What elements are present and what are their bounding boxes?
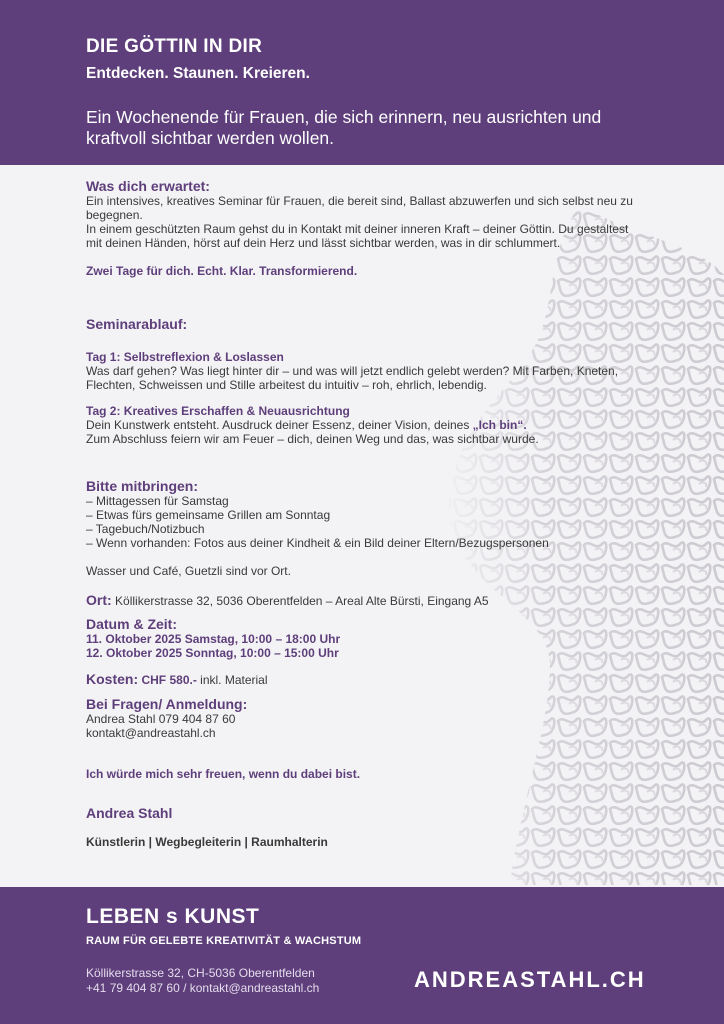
date-line-1: 11. Oktober 2025 Samstag, 10:00 – 18:00 Uhr bbox=[86, 632, 341, 646]
day1-text: Was darf gehen? Was liegt hinter dir – und was will jetzt endlich gelebt werden? Mit Farben, Kneten, Flechten, Schweissen und Stille arbeitest du intuitiv – roh, ehrlich, lebendig. bbox=[86, 364, 619, 392]
bring-item: – Wenn vorhanden: Fotos aus deiner Kindheit & ein Bild deiner Eltern/Bezugspersonen bbox=[86, 536, 549, 550]
closing-message: Ich würde mich sehr freuen, wenn du dabei bist. bbox=[86, 767, 361, 781]
header-band bbox=[0, 0, 724, 165]
dates-section bbox=[86, 616, 646, 660]
expect-paragraph-2: In einem geschützten Raum gehst du in Kontakt mit deiner inneren Kraft – deiner Göttin. Du gestaltest mit deinen Händen, hörst auf dein Herz und lässt sichtbar werden, was in dir schlummert. bbox=[86, 222, 629, 250]
expect-section bbox=[86, 178, 646, 278]
footer-tagline: RAUM FÜR GELEBTE KREATIVITÄT & WACHSTUM bbox=[86, 935, 362, 947]
bring-section bbox=[86, 478, 646, 578]
location-label: Ort: bbox=[86, 592, 112, 608]
schedule-heading: Seminarablauf: bbox=[86, 316, 188, 332]
bring-item: – Etwas fürs gemeinsame Grillen am Sonntag bbox=[86, 508, 331, 522]
signature-name: Andrea Stahl bbox=[86, 805, 173, 821]
day2-text-a: Dein Kunstwerk entsteht. Ausdruck deiner Essenz, deiner Vision, deines bbox=[86, 418, 473, 432]
bring-item: – Tagebuch/Notizbuch bbox=[86, 522, 205, 536]
footer-website[interactable]: ANDREASTAHL.CH bbox=[414, 967, 646, 992]
contact-phone: Andrea Stahl 079 404 87 60 bbox=[86, 712, 236, 726]
day2-text-b: Zum Abschluss feiern wir am Feuer – dich, deinen Weg und das, was sichtbar wurde. bbox=[86, 432, 539, 446]
signature-roles: Künstlerin | Wegbegleiterin | Raumhalterin bbox=[86, 835, 328, 849]
day2-highlight: „Ich bin“. bbox=[472, 418, 527, 432]
footer-band bbox=[0, 887, 724, 1024]
contact-section bbox=[86, 696, 646, 740]
contact-email[interactable]: kontakt@andreastahl.ch bbox=[86, 726, 216, 740]
expect-tagline: Zwei Tage für dich. Echt. Klar. Transformierend. bbox=[86, 264, 358, 278]
bring-item: – Mittagessen für Samstag bbox=[86, 494, 229, 508]
footer-address: Köllikerstrasse 32, CH-5036 Oberentfelden bbox=[86, 966, 315, 980]
contact-heading: Bei Fragen/ Anmeldung: bbox=[86, 696, 248, 712]
day2-text bbox=[86, 418, 646, 446]
footer-contact-block bbox=[86, 966, 319, 996]
lead-text: Ein Wochenende für Frauen, die sich erinnern, neu ausrichten und kraftvoll sichtbar werden wollen. bbox=[86, 107, 602, 148]
date-line-2: 12. Oktober 2025 Sonntag, 10:00 – 15:00 Uhr bbox=[86, 646, 339, 660]
closing-section bbox=[86, 767, 646, 849]
footer-contact[interactable]: +41 79 404 87 60 / kontakt@andreastahl.ch bbox=[86, 981, 320, 995]
cost-price: CHF 580.- bbox=[141, 673, 197, 687]
page-title: DIE GÖTTIN IN DIR bbox=[86, 36, 263, 57]
cost-suffix: inkl. Material bbox=[200, 673, 268, 687]
day1-title: Tag 1: Selbstreflexion & Loslassen bbox=[86, 350, 284, 364]
footer-brand: LEBEN s KUNST bbox=[86, 905, 260, 928]
bring-note: Wasser und Café, Guetzli sind vor Ort. bbox=[86, 564, 291, 578]
cost-section bbox=[86, 671, 646, 687]
day2-title: Tag 2: Kreatives Erschaffen & Neuausrichtung bbox=[86, 404, 350, 418]
expect-paragraph-1: Ein intensives, kreatives Seminar für Frauen, die bereit sind, Ballast abzuwerfen und sich selbst neu zu begegnen. bbox=[86, 194, 633, 222]
dates-heading: Datum & Zeit: bbox=[86, 616, 177, 632]
bring-heading: Bitte mitbringen: bbox=[86, 478, 198, 494]
cost-label: Kosten: bbox=[86, 671, 139, 687]
page-subtitle: Entdecken. Staunen. Kreieren. bbox=[86, 65, 310, 82]
location-section bbox=[86, 592, 646, 608]
location-value: Köllikerstrasse 32, 5036 Oberentfelden – Areal Alte Bürsti, Eingang A5 bbox=[115, 594, 489, 608]
schedule-section bbox=[86, 316, 646, 446]
expect-heading: Was dich erwartet: bbox=[86, 178, 210, 194]
